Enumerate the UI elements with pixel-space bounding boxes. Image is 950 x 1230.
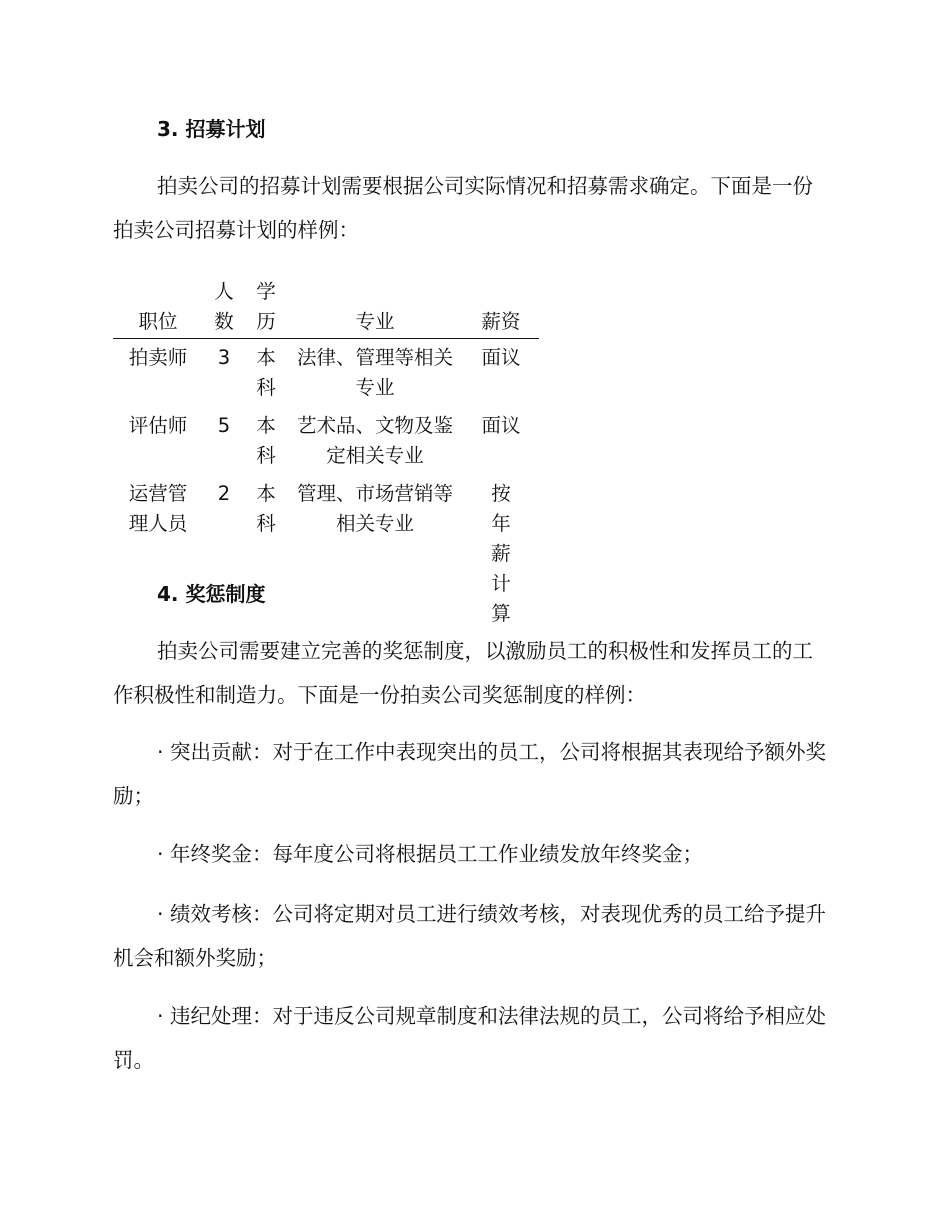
cell-count: 3 [217,346,231,369]
header-count: 人数 [214,280,234,333]
section-4-heading: 4. 奖惩制度 [157,582,266,606]
cell-salary: 面议 [481,346,521,369]
cell-major: 艺术品、文物及鉴定相关专业 [297,414,454,467]
reward-item-outstanding-contribution: · 突出贡献：对于在工作中表现突出的员工，公司将根据其表现给予额外奖励； [113,740,827,808]
section-3-intro: 拍卖公司的招募计划需要根据公司实际情况和招募需求确定。下面是一份拍卖公司招募计划的样例： [113,174,813,242]
cell-salary: 按年薪计算 [491,482,511,625]
section-3-heading: 3. 招募计划 [157,117,266,141]
section-4-intro: 拍卖公司需要建立完善的奖惩制度，以激励员工的积极性和发挥员工的工作积极性和制造力。下面是一份拍卖公司奖惩制度的样例： [113,639,813,707]
reward-item-performance-review: · 绩效考核：公司将定期对员工进行绩效考核，对表现优秀的员工给予提升机会和额外奖励； [113,902,827,970]
table-row [113,339,539,408]
cell-major: 法律、管理等相关专业 [297,346,454,399]
header-education: 学历 [256,280,276,333]
cell-salary: 面议 [481,414,521,437]
cell-count: 2 [217,482,231,505]
header-major: 专业 [355,310,395,333]
cell-count: 5 [217,414,231,437]
recruitment-plan-table [113,277,539,633]
cell-position: 拍卖师 [128,346,188,369]
header-salary: 薪资 [481,310,521,333]
cell-major: 管理、市场营销等相关专业 [297,482,454,535]
header-position: 职位 [138,310,178,333]
cell-position: 评估师 [128,414,188,437]
table-row [113,475,539,633]
reward-item-disciplinary-action: · 违纪处理：对于违反公司规章制度和法律法规的员工，公司将给予相应处罚。 [113,1004,827,1072]
table-header-row [113,277,539,339]
cell-education: 本科 [256,482,276,535]
cell-position: 运营管理人员 [128,482,188,535]
reward-item-year-end-bonus: · 年终奖金：每年度公司将根据员工工作业绩发放年终奖金； [157,842,704,866]
cell-education: 本科 [256,346,276,399]
table-row [113,407,539,475]
cell-education: 本科 [256,414,276,467]
